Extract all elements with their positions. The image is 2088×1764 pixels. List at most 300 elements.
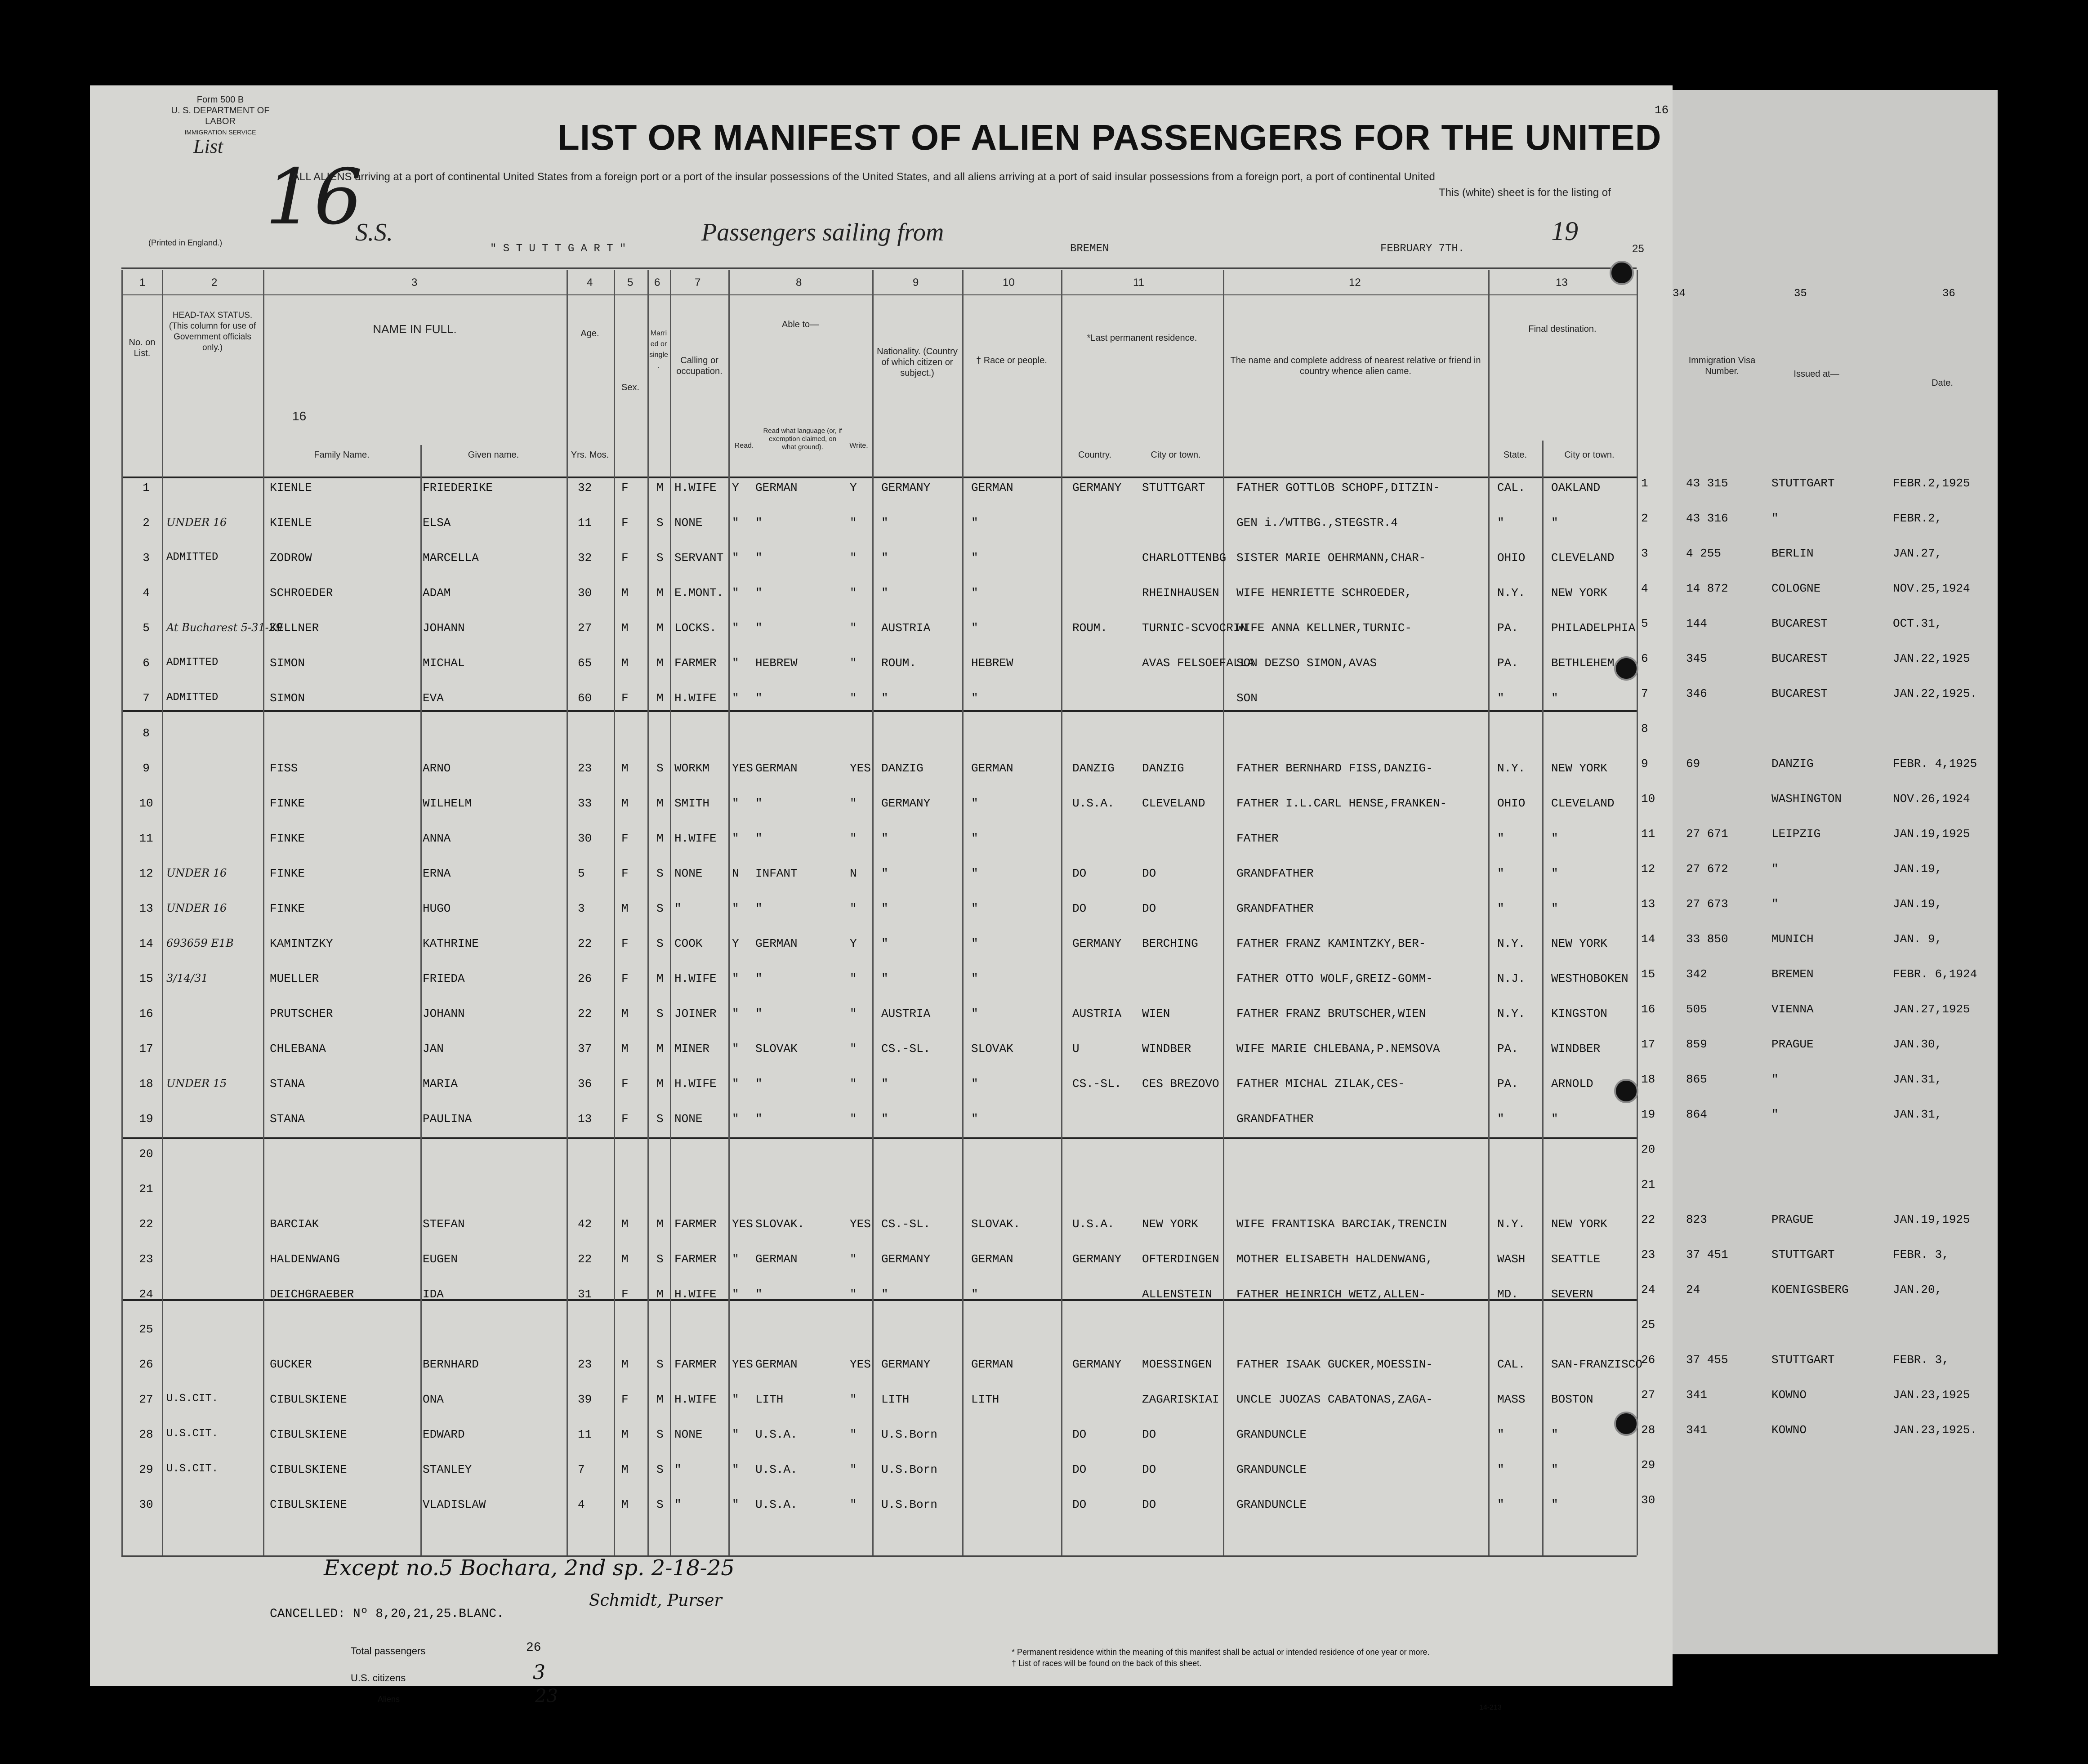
colnum-36: 36 <box>1942 288 1955 300</box>
visa-row <box>1637 512 1996 543</box>
age: 27 <box>578 621 592 635</box>
read-language: HEBREW <box>755 656 798 670</box>
read-language: " <box>755 797 763 810</box>
head-tax-status: ADMITTED <box>166 656 219 668</box>
occupation: SERVANT <box>674 551 724 565</box>
form-number: Form 500 B <box>196 95 244 105</box>
nearest-relative: WIFE ANNA KELLNER,TURNIC- <box>1236 621 1412 635</box>
colnum-9: 9 <box>913 276 919 289</box>
colnum-13: 13 <box>1556 276 1568 289</box>
visa-row-number: 18 <box>1641 1073 1655 1086</box>
hdr-nationality: Nationality. (Country of which citizen or subject.) <box>877 347 958 378</box>
colnum-10: 10 <box>1003 276 1015 289</box>
marital-status: M <box>656 797 664 810</box>
family-name: STANA <box>270 1112 305 1126</box>
head-tax-status: U.S.CIT. <box>166 1393 219 1405</box>
punch-hole <box>1614 656 1638 681</box>
visa-date: JAN.20, <box>1893 1283 1942 1296</box>
visa-row-number: 12 <box>1641 862 1655 876</box>
visa-row-number: 26 <box>1641 1353 1655 1367</box>
race: " <box>971 1007 978 1020</box>
marital-status: S <box>656 867 664 880</box>
destination-state: PA. <box>1497 1077 1518 1091</box>
marital-status: M <box>656 691 664 705</box>
can-write: " <box>850 656 857 670</box>
nearest-relative: SISTER MARIE OEHRMANN,CHAR- <box>1236 551 1426 565</box>
destination-state: " <box>1497 1498 1504 1511</box>
visa-issued-at: " <box>1771 512 1779 525</box>
sex: F <box>621 972 629 985</box>
row-number: 28 <box>139 1428 153 1441</box>
sex: F <box>621 551 629 565</box>
visa-row <box>1637 1318 1996 1350</box>
visa-row-number: 27 <box>1641 1388 1655 1402</box>
row-number: 26 <box>139 1358 153 1371</box>
race: " <box>971 1077 978 1091</box>
marital-status: S <box>656 937 664 950</box>
hdr-headtax: HEAD-TAX STATUS. (This column for use of Government officials only.) <box>169 311 256 352</box>
visa-row <box>1637 617 1996 648</box>
table-row <box>90 726 1673 758</box>
row-number: 5 <box>143 621 150 635</box>
read-language: GERMAN <box>755 1358 798 1371</box>
age: 65 <box>578 656 592 670</box>
nationality: " <box>881 867 888 880</box>
row-number: 12 <box>139 867 153 880</box>
can-read: " <box>732 1007 739 1020</box>
given-name: BERNHARD <box>423 1358 479 1371</box>
visa-row <box>1637 1458 1996 1490</box>
visa-issued-at: " <box>1771 1073 1779 1086</box>
can-read: " <box>732 1498 739 1511</box>
residence-city: TURNIC-SCVOCRIN <box>1142 621 1248 635</box>
destination-state: " <box>1497 691 1504 705</box>
cancelled-note: CANCELLED: Nº 8,20,21,25.BLANC. <box>270 1607 504 1621</box>
head-tax-status: UNDER 16 <box>166 516 227 529</box>
visa-date: FEBR. 3, <box>1893 1353 1949 1367</box>
destination-state: " <box>1497 1463 1504 1476</box>
marital-status: M <box>656 1217 664 1231</box>
visa-date: FEBR. 3, <box>1893 1248 1949 1261</box>
race: " <box>971 586 978 600</box>
destination-state: " <box>1497 1428 1504 1441</box>
nationality: GERMANY <box>881 797 931 810</box>
nearest-relative: FATHER FRANZ KAMINTZKY,BER- <box>1236 937 1426 950</box>
colnum-5: 5 <box>627 276 634 289</box>
marital-status: M <box>656 972 664 985</box>
residence-city: AVAS FELSOEFALLA <box>1142 656 1254 670</box>
marital-status: M <box>656 656 664 670</box>
visa-row-number: 21 <box>1641 1178 1655 1191</box>
visa-row-number: 5 <box>1641 617 1648 630</box>
read-language: SLOVAK <box>755 1042 798 1056</box>
destination-city: PHILADELPHIA <box>1551 621 1636 635</box>
head-tax-status: ADMITTED <box>166 691 219 704</box>
visa-date: JAN.19, <box>1893 897 1942 911</box>
visa-row-number: 8 <box>1641 722 1648 735</box>
destination-state: N.Y. <box>1497 1007 1526 1020</box>
hdr-married: Married or single. <box>649 330 668 370</box>
read-language: GERMAN <box>755 1252 798 1266</box>
nearest-relative: WIFE MARIE CHLEBANA,P.NEMSOVA <box>1236 1042 1440 1056</box>
sex: M <box>621 762 629 775</box>
read-language: GERMAN <box>755 481 798 494</box>
can-read: " <box>732 797 739 810</box>
can-write: Y <box>850 937 857 950</box>
family-name: FINKE <box>270 902 305 915</box>
can-write: " <box>850 586 857 600</box>
given-name: ADAM <box>423 586 451 600</box>
destination-state: " <box>1497 1112 1504 1126</box>
sex: M <box>621 797 629 810</box>
occupation: H.WIFE <box>674 1393 717 1406</box>
visa-issued-at: WASHINGTON <box>1771 792 1842 806</box>
visa-issued-at: BUCAREST <box>1771 652 1828 665</box>
occupation: H.WIFE <box>674 691 717 705</box>
residence-city: NEW YORK <box>1142 1217 1198 1231</box>
given-name: ANNA <box>423 832 451 845</box>
can-read: " <box>732 621 739 635</box>
colnum-12: 12 <box>1349 276 1361 289</box>
given-name: EDWARD <box>423 1428 465 1441</box>
residence-country: GERMANY <box>1072 1358 1122 1371</box>
read-language: " <box>755 1112 763 1126</box>
visa-row-number: 16 <box>1641 1002 1655 1016</box>
visa-number: 823 <box>1686 1213 1707 1226</box>
sex: F <box>621 937 629 950</box>
family-name: FINKE <box>270 832 305 845</box>
destination-city: WESTHOBOKEN <box>1551 972 1628 985</box>
destination-city: NEW YORK <box>1551 586 1607 600</box>
visa-number: 37 451 <box>1686 1248 1728 1261</box>
read-language: " <box>755 586 763 600</box>
family-name: FINKE <box>270 867 305 880</box>
family-name: SIMON <box>270 691 305 705</box>
visa-row-number: 15 <box>1641 967 1655 981</box>
occupation: H.WIFE <box>674 972 717 985</box>
visa-row-number: 20 <box>1641 1143 1655 1156</box>
visa-number: 27 672 <box>1686 862 1728 876</box>
residence-city: WINDBER <box>1142 1042 1191 1056</box>
residence-country: U.S.A. <box>1072 1217 1115 1231</box>
given-name: ARNO <box>423 762 451 775</box>
residence-city: MOESSINGEN <box>1142 1358 1213 1371</box>
right-page-number: 16 <box>1655 103 1669 117</box>
sailing-date: FEBRUARY 7TH. <box>1380 243 1465 255</box>
destination-city: BETHLEHEM <box>1551 656 1615 670</box>
visa-date: JAN.31, <box>1893 1108 1942 1121</box>
year-label: 19 <box>1551 216 1578 246</box>
family-name: PRUTSCHER <box>270 1007 333 1020</box>
destination-city: NEW YORK <box>1551 937 1607 950</box>
destination-city: " <box>1551 1428 1558 1441</box>
residence-country: GERMANY <box>1072 481 1122 494</box>
sex: F <box>621 1287 629 1301</box>
occupation: LOCKS. <box>674 621 717 635</box>
residence-country: DO <box>1072 1498 1087 1511</box>
hdr-given: Given name. <box>468 450 519 460</box>
race: " <box>971 1287 978 1301</box>
read-language: " <box>755 516 763 530</box>
destination-state: CAL. <box>1497 1358 1526 1371</box>
nationality: " <box>881 972 888 985</box>
nearest-relative: WIFE HENRIETTE SCHROEDER, <box>1236 586 1412 600</box>
hdr-race: † Race or people. <box>976 356 1047 365</box>
destination-city: SEATTLE <box>1551 1252 1601 1266</box>
residence-city: ZAGARISKIAI <box>1142 1393 1219 1406</box>
marital-status: M <box>656 621 664 635</box>
hdr-family: Family Name. <box>314 450 370 460</box>
visa-number: 37 455 <box>1686 1353 1728 1367</box>
visa-issued-at: LEIPZIG <box>1771 827 1821 841</box>
can-read: " <box>732 1042 739 1056</box>
destination-city: " <box>1551 902 1558 915</box>
table-row <box>90 516 1673 548</box>
visa-row <box>1637 932 1996 964</box>
marital-status: M <box>656 1042 664 1056</box>
can-read: " <box>732 516 739 530</box>
can-read: Y <box>732 937 739 950</box>
nationality: ROUM. <box>881 656 917 670</box>
destination-state: N.J. <box>1497 972 1526 985</box>
visa-date: NOV.25,1924 <box>1893 582 1970 595</box>
can-write: " <box>850 1287 857 1301</box>
visa-issued-at: KOENIGSBERG <box>1771 1283 1849 1296</box>
sex: M <box>621 1007 629 1020</box>
family-name: SIMON <box>270 656 305 670</box>
row-number: 21 <box>139 1182 153 1196</box>
nearest-relative: GRANDUNCLE <box>1236 1463 1307 1476</box>
occupation: H.WIFE <box>674 1077 717 1091</box>
visa-row <box>1637 1248 1996 1279</box>
head-tax-status: UNDER 16 <box>166 867 227 879</box>
read-language: " <box>755 691 763 705</box>
destination-city: WINDBER <box>1551 1042 1601 1056</box>
visa-row-number: 30 <box>1641 1493 1655 1507</box>
row-number: 17 <box>139 1042 153 1056</box>
head-tax-status: U.S.CIT. <box>166 1463 219 1475</box>
visa-row <box>1637 1283 1996 1314</box>
nationality: " <box>881 937 888 950</box>
nationality: " <box>881 551 888 565</box>
footnote-residence: * Permanent residence within the meaning of this manifest shall be actual or intended residence of one year or more. <box>1012 1648 1430 1657</box>
destination-city: CLEVELAND <box>1551 551 1615 565</box>
can-write: " <box>850 832 857 845</box>
row-number: 15 <box>139 972 153 985</box>
table-row <box>90 832 1673 863</box>
destination-city: SAN-FRANZISCO <box>1551 1358 1642 1371</box>
row-number: 19 <box>139 1112 153 1126</box>
can-write: " <box>850 972 857 985</box>
visa-date: JAN.27, <box>1893 547 1942 560</box>
occupation: JOINER <box>674 1007 717 1020</box>
can-write: " <box>850 1112 857 1126</box>
visa-row-number: 9 <box>1641 757 1648 771</box>
visa-number: 505 <box>1686 1002 1707 1016</box>
occupation: NONE <box>674 516 703 530</box>
visa-row <box>1637 1353 1996 1385</box>
visa-date: JAN.30, <box>1893 1038 1942 1051</box>
visa-row-number: 17 <box>1641 1038 1655 1051</box>
occupation: NONE <box>674 867 703 880</box>
nationality: GERMANY <box>881 1252 931 1266</box>
can-read: " <box>732 551 739 565</box>
page-marker: 16 <box>292 409 307 423</box>
can-write: " <box>850 551 857 565</box>
visa-number: 14 872 <box>1686 582 1728 595</box>
age: 11 <box>578 516 592 530</box>
table-row <box>90 1463 1673 1494</box>
age: 36 <box>578 1077 592 1091</box>
nationality: " <box>881 832 888 845</box>
occupation: H.WIFE <box>674 481 717 494</box>
sex: F <box>621 1112 629 1126</box>
residence-country: DO <box>1072 902 1087 915</box>
visa-issued-at: VIENNA <box>1771 1002 1814 1016</box>
visa-row-number: 6 <box>1641 652 1648 665</box>
nearest-relative: UNCLE JUOZAS CABATONAS,ZAGA- <box>1236 1393 1433 1406</box>
visa-issued-at: BUCAREST <box>1771 687 1828 700</box>
family-name: FINKE <box>270 797 305 810</box>
nationality: U.S.Born <box>881 1463 937 1476</box>
occupation: H.WIFE <box>674 1287 717 1301</box>
family-name: KIENLE <box>270 481 312 494</box>
given-name: HUGO <box>423 902 451 915</box>
list-label: List <box>193 135 223 157</box>
given-name: VLADISLAW <box>423 1498 486 1511</box>
aliens-value: 23 <box>535 1686 558 1706</box>
can-read: " <box>732 1287 739 1301</box>
sex: F <box>621 1077 629 1091</box>
age: 31 <box>578 1287 592 1301</box>
age: 7 <box>578 1463 585 1476</box>
head-tax-status: UNDER 16 <box>166 902 227 914</box>
read-language: U.S.A. <box>755 1428 798 1441</box>
row-number: 18 <box>139 1077 153 1091</box>
table-row <box>90 902 1673 933</box>
table-row <box>90 621 1673 653</box>
destination-state: " <box>1497 867 1504 880</box>
marital-status: M <box>656 832 664 845</box>
departure-port: BREMEN <box>1070 243 1109 255</box>
visa-row-number: 1 <box>1641 477 1648 490</box>
visa-issued-at: BUCAREST <box>1771 617 1828 630</box>
age: 32 <box>578 481 592 494</box>
table-row <box>90 1077 1673 1109</box>
race: " <box>971 867 978 880</box>
destination-city: " <box>1551 1498 1558 1511</box>
marital-status: S <box>656 516 664 530</box>
read-language: " <box>755 1007 763 1020</box>
table-row <box>90 1252 1673 1284</box>
visa-date: JAN.19,1925 <box>1893 827 1970 841</box>
nationality: AUSTRIA <box>881 621 931 635</box>
row-number: 30 <box>139 1498 153 1511</box>
visa-row <box>1637 967 1996 999</box>
destination-city: OAKLAND <box>1551 481 1601 494</box>
can-read: " <box>732 1393 739 1406</box>
head-tax-status: 3/14/31 <box>166 972 208 984</box>
family-name: KELLNER <box>270 621 319 635</box>
sailing-label: Passengers sailing from <box>701 218 944 246</box>
nearest-relative: WIFE FRANTISKA BARCIAK,TRENCIN <box>1236 1217 1447 1231</box>
nationality: AUSTRIA <box>881 1007 931 1020</box>
sex: M <box>621 902 629 915</box>
subtitle-line2: This (white) sheet is for the listing of <box>1439 187 1611 199</box>
race: " <box>971 902 978 915</box>
occupation: FARMER <box>674 656 717 670</box>
nearest-relative: GRANDFATHER <box>1236 867 1314 880</box>
family-name: BARCIAK <box>270 1217 319 1231</box>
visa-issued-at: STUTTGART <box>1771 477 1835 490</box>
table-row <box>90 1428 1673 1459</box>
visa-row-number: 13 <box>1641 897 1655 911</box>
age: 22 <box>578 1252 592 1266</box>
given-name: FRIEDERIKE <box>423 481 493 494</box>
destination-state: OHIO <box>1497 797 1526 810</box>
destination-state: MASS <box>1497 1393 1526 1406</box>
table-row <box>90 1147 1673 1179</box>
residence-country: ROUM. <box>1072 621 1108 635</box>
read-language: " <box>755 1287 763 1301</box>
visa-number: 346 <box>1686 687 1707 700</box>
visa-row-number: 3 <box>1641 547 1648 560</box>
visa-number: 341 <box>1686 1423 1707 1437</box>
given-name: MARCELLA <box>423 551 479 565</box>
table-row <box>90 481 1673 512</box>
can-write: " <box>850 902 857 915</box>
row-number: 16 <box>139 1007 153 1020</box>
age: 42 <box>578 1217 592 1231</box>
occupation: " <box>674 1463 682 1476</box>
visa-issued-at: " <box>1771 862 1779 876</box>
visa-row-number: 29 <box>1641 1458 1655 1472</box>
can-write: " <box>850 1498 857 1511</box>
marital-status: M <box>656 1393 664 1406</box>
year-value: 25 <box>1632 243 1644 255</box>
given-name: ONA <box>423 1393 444 1406</box>
table-row <box>90 1323 1673 1354</box>
visa-issued-at: STUTTGART <box>1771 1353 1835 1367</box>
given-name: MARIA <box>423 1077 458 1091</box>
table-row <box>90 972 1673 1003</box>
family-name: SCHROEDER <box>270 586 333 600</box>
residence-country: CS.-SL. <box>1072 1077 1122 1091</box>
destination-state: " <box>1497 516 1504 530</box>
table-row <box>90 656 1673 688</box>
destination-state: N.Y. <box>1497 762 1526 775</box>
visa-number: 341 <box>1686 1388 1707 1402</box>
total-label: Total passengers <box>351 1645 426 1657</box>
visa-issued-at: " <box>1771 1108 1779 1121</box>
given-name: FRIEDA <box>423 972 465 985</box>
can-write: " <box>850 1252 857 1266</box>
residence-city: ALLENSTEIN <box>1142 1287 1213 1301</box>
visa-row <box>1637 687 1996 718</box>
can-write: N <box>850 867 857 880</box>
nationality: CS.-SL. <box>881 1042 931 1056</box>
can-read: N <box>732 867 739 880</box>
row-number: 14 <box>139 937 153 950</box>
visa-row-number: 14 <box>1641 932 1655 946</box>
can-write: " <box>850 1042 857 1056</box>
service: IMMIGRATION SERVICE <box>184 129 256 136</box>
can-read: YES <box>732 1358 753 1371</box>
row-number: 2 <box>143 516 150 530</box>
visa-issued-at: MUNICH <box>1771 932 1814 946</box>
row-number: 3 <box>143 551 150 565</box>
residence-country: DANZIG <box>1072 762 1115 775</box>
